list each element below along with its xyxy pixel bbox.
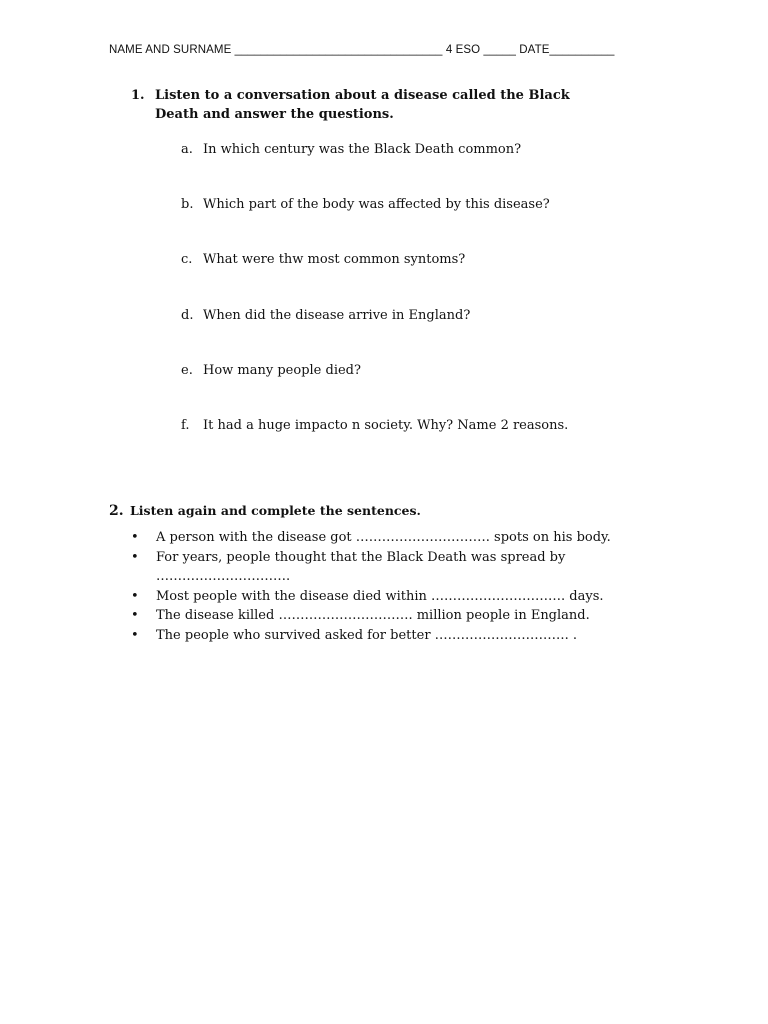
bullet-icon: •	[131, 588, 139, 604]
exercise-1-title	[131, 86, 651, 124]
question-text: How many people died?	[203, 363, 361, 378]
question-letter: a.	[181, 142, 193, 157]
question-b	[181, 197, 550, 212]
exercise-2-number: 2.	[109, 503, 124, 519]
bullet-icon: •	[131, 549, 139, 565]
sentence-list	[131, 528, 691, 645]
question-text: Which part of the body was affected by this disease?	[203, 197, 550, 212]
question-e	[181, 363, 361, 378]
list-item	[131, 626, 691, 646]
name-date-header: NAME AND SURNAME ________________________________ 4 ESO _____ DATE__________	[109, 44, 615, 56]
list-item	[131, 528, 691, 548]
question-text: It had a huge impacto n society. Why? Name 2 reasons.	[203, 418, 569, 433]
list-item	[131, 587, 691, 607]
list-item	[131, 606, 691, 626]
exercise-2-title-text: Listen again and complete the sentences.	[130, 503, 421, 518]
sentence-text: The disease killed …………………………. million people in England.	[156, 608, 590, 623]
question-d	[181, 308, 470, 323]
question-letter: c.	[181, 252, 193, 267]
question-a	[181, 142, 521, 157]
question-letter: b.	[181, 197, 194, 212]
question-letter: f.	[181, 418, 190, 433]
question-letter: d.	[181, 308, 194, 323]
sentence-continuation: ………………………….	[156, 569, 291, 584]
exercise-1-number: 1.	[131, 88, 145, 103]
question-f	[181, 418, 568, 433]
question-text: In which century was the Black Death common?	[203, 142, 522, 157]
question-text: When did the disease arrive in England?	[203, 308, 471, 323]
sentence-text: Most people with the disease died within …………………………. days.	[156, 588, 604, 604]
question-c	[181, 252, 465, 267]
question-letter: e.	[181, 363, 193, 378]
exercise-1-title-line-2: Death and answer the questions.	[155, 107, 394, 122]
sentence-text: The people who survived asked for better …………………………. .	[156, 627, 578, 643]
sentence-text: A person with the disease got …………………………. spots on his body.	[156, 530, 611, 545]
exercise-2-title	[109, 503, 421, 519]
list-item	[131, 548, 691, 587]
bullet-icon: •	[131, 530, 139, 545]
bullet-icon: •	[131, 608, 139, 623]
exercise-1-title-line-1: Listen to a conversation about a disease called the Black	[155, 88, 570, 103]
bullet-icon: •	[131, 627, 139, 643]
sentence-text: For years, people thought that the Black Death was spread by	[156, 549, 566, 565]
question-text: What were thw most common syntoms?	[203, 252, 466, 267]
